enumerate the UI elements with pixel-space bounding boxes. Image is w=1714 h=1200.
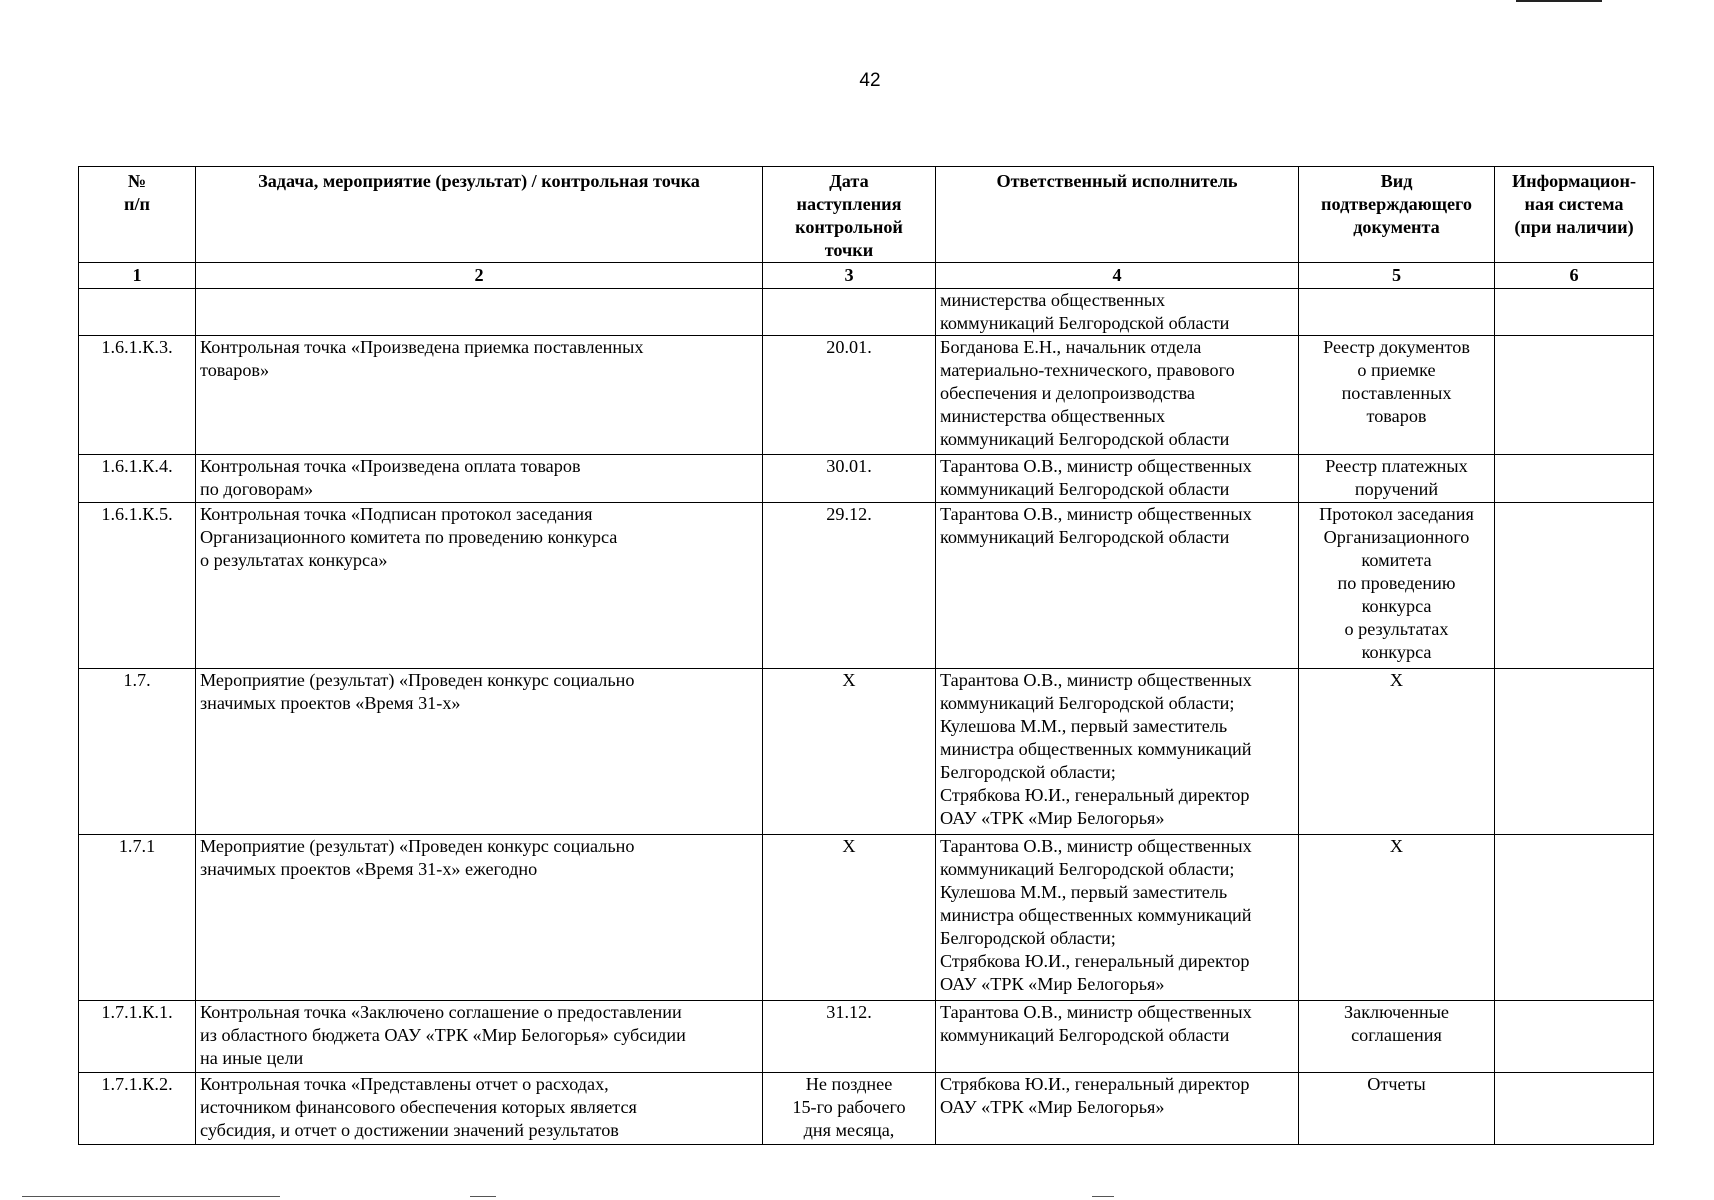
column-number: 1 [79, 263, 196, 289]
row-number: 1.7.1 [79, 835, 196, 1001]
row-executor: Стрябкова Ю.И., генеральный директор ОАУ «ТРК «Мир Белогорья» [936, 1073, 1299, 1145]
row-date: Не позднее 15-го рабочего дня месяца, [763, 1073, 936, 1145]
table-row [79, 336, 1654, 455]
row-number: 1.6.1.К.4. [79, 455, 196, 503]
row-system [1495, 669, 1654, 835]
row-task: Мероприятие (результат) «Проведен конкурс социально значимых проектов «Время 31-х» ежегодно [196, 835, 763, 1001]
row-executor: Тарантова О.В., министр общественных коммуникаций Белгородской области [936, 1001, 1299, 1073]
row-document: Отчеты [1299, 1073, 1495, 1145]
row-task: Контрольная точка «Произведена приемка поставленных товаров» [196, 336, 763, 455]
table-row [79, 835, 1654, 1001]
column-number: 2 [196, 263, 763, 289]
row-system [1495, 1001, 1654, 1073]
top-edge-rule [1516, 0, 1602, 2]
row-document: Реестр платежных поручений [1299, 455, 1495, 503]
row-date: X [763, 835, 936, 1001]
header-row [79, 167, 1654, 263]
row-system [1495, 289, 1654, 336]
row-number: 1.6.1.К.3. [79, 336, 196, 455]
row-system [1495, 455, 1654, 503]
row-executor: Тарантова О.В., министр общественных коммуникаций Белгородской области; Кулешова М.М., первый заместитель министра общественных коммуникаций Белгородской области; Стрябкова Ю.И., генеральный директор ОАУ «ТРК «Мир Белогорья» [936, 835, 1299, 1001]
row-date [763, 289, 936, 336]
table-row [79, 503, 1654, 669]
row-task: Контрольная точка «Подписан протокол заседания Организационного комитета по проведению конкурса о результатах конкурса» [196, 503, 763, 669]
row-system [1495, 503, 1654, 669]
header-document: Вид подтверждающего документа [1299, 167, 1495, 263]
row-number: 1.7.1.К.1. [79, 1001, 196, 1073]
row-number [79, 289, 196, 336]
row-date: 30.01. [763, 455, 936, 503]
row-executor: министерства общественных коммуникаций Белгородской области [936, 289, 1299, 336]
control-points-table [78, 166, 1654, 1145]
row-task [196, 289, 763, 336]
row-executor: Тарантова О.В., министр общественных коммуникаций Белгородской области [936, 503, 1299, 669]
bottom-edge-rule [22, 1196, 280, 1197]
row-document: X [1299, 835, 1495, 1001]
row-document: Реестр документов о приемке поставленных товаров [1299, 336, 1495, 455]
row-document [1299, 289, 1495, 336]
row-task: Контрольная точка «Произведена оплата товаров по договорам» [196, 455, 763, 503]
row-task: Контрольная точка «Представлены отчет о расходах, источником финансового обеспечения которых является субсидия, и отчет о достижении значений результатов [196, 1073, 763, 1145]
column-number: 5 [1299, 263, 1495, 289]
page-number: 42 [859, 70, 881, 91]
row-date: 31.12. [763, 1001, 936, 1073]
row-executor: Тарантова О.В., министр общественных коммуникаций Белгородской области; Кулешова М.М., первый заместитель министра общественных коммуникаций Белгородской области; Стрябкова Ю.И., генеральный директор ОАУ «ТРК «Мир Белогорья» [936, 669, 1299, 835]
table-row [79, 1073, 1654, 1145]
row-executor: Богданова Е.Н., начальник отдела материально-технического, правового обеспечения и делопроизводства министерства общественных коммуникаций Белгородской области [936, 336, 1299, 455]
row-date: 20.01. [763, 336, 936, 455]
table-row [79, 455, 1654, 503]
row-document: X [1299, 669, 1495, 835]
column-number-row [79, 263, 1654, 289]
header-number: № п/п [79, 167, 196, 263]
row-system [1495, 1073, 1654, 1145]
bottom-edge-rule [470, 1196, 496, 1197]
row-number: 1.7.1.К.2. [79, 1073, 196, 1145]
row-task: Контрольная точка «Заключено соглашение о предоставлении из областного бюджета ОАУ «ТРК «Мир Белогорья» субсидии на иные цели [196, 1001, 763, 1073]
row-date: 29.12. [763, 503, 936, 669]
header-system: Информацион- ная система (при наличии) [1495, 167, 1654, 263]
column-number: 4 [936, 263, 1299, 289]
row-document: Протокол заседания Организационного комитета по проведению конкурса о результатах конкурса [1299, 503, 1495, 669]
column-number: 6 [1495, 263, 1654, 289]
row-task: Мероприятие (результат) «Проведен конкурс социально значимых проектов «Время 31-х» [196, 669, 763, 835]
table-row [79, 669, 1654, 835]
row-executor: Тарантова О.В., министр общественных коммуникаций Белгородской области [936, 455, 1299, 503]
bottom-edge-rule [1092, 1196, 1114, 1197]
row-number: 1.6.1.К.5. [79, 503, 196, 669]
row-system [1495, 336, 1654, 455]
table-row [79, 1001, 1654, 1073]
header-task: Задача, мероприятие (результат) / контрольная точка [196, 167, 763, 263]
header-executor: Ответственный исполнитель [936, 167, 1299, 263]
row-date: X [763, 669, 936, 835]
column-number: 3 [763, 263, 936, 289]
row-system [1495, 835, 1654, 1001]
row-document: Заключенные соглашения [1299, 1001, 1495, 1073]
row-number: 1.7. [79, 669, 196, 835]
header-date: Дата наступления контрольной точки [763, 167, 936, 263]
table-row [79, 289, 1654, 336]
